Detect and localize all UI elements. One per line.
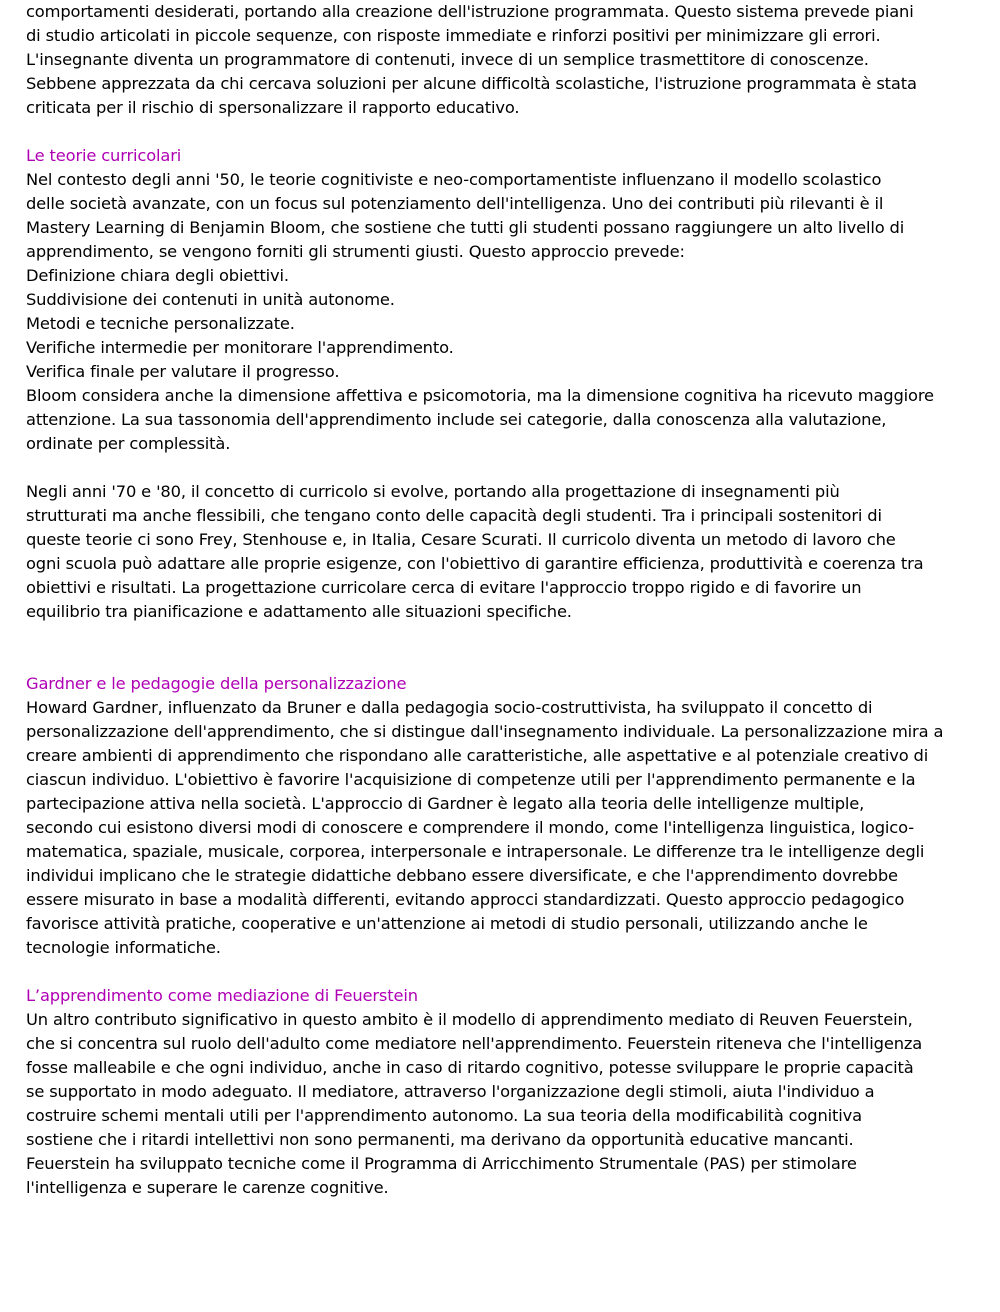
text-line: ciascun individuo. L'obiettivo è favorire l'acquisizione di competenze utili per l'apprendimento permanente e la <box>26 770 916 789</box>
list-item: Verifiche intermedie per monitorare l'apprendimento. <box>26 338 454 357</box>
text-line: che si concentra sul ruolo dell'adulto come mediatore nell'apprendimento. Feuerstein riteneva che l'intelligenza <box>26 1034 923 1053</box>
text-line: Feuerstein ha sviluppato tecniche come il Programma di Arricchimento Strumentale (PAS) per stimolare <box>26 1154 857 1173</box>
section-heading-teorie-curricolari: Le teorie curricolari <box>26 146 182 165</box>
text-line: tecnologie informatiche. <box>26 938 221 957</box>
mastery-learning-list <box>26 264 982 384</box>
text-line: queste teorie ci sono Frey, Stenhouse e, in Italia, Cesare Scurati. Il curricolo diventa un metodo di lavoro che <box>26 530 896 549</box>
section1-paragraph-3 <box>26 480 982 624</box>
intro-paragraph <box>26 0 982 120</box>
text-line: L'insegnante diventa un programmatore di contenuti, invece di un semplice trasmettitore di conoscenze. <box>26 50 869 69</box>
section-heading-gardner: Gardner e le pedagogie della personalizzazione <box>26 674 407 693</box>
section1-paragraph-2 <box>26 384 982 456</box>
section2-paragraph-1 <box>26 696 982 960</box>
text-line: apprendimento, se vengono forniti gli strumenti giusti. Questo approccio prevede: <box>26 242 685 261</box>
text-line: fosse malleabile e che ogni individuo, anche in caso di ritardo cognitivo, potesse sviluppare le proprie capacità <box>26 1058 914 1077</box>
section3-paragraph-1 <box>26 1008 982 1200</box>
spacer <box>26 120 982 144</box>
spacer <box>26 456 982 480</box>
list-item: Definizione chiara degli obiettivi. <box>26 266 289 285</box>
text-line: equilibrio tra pianificazione e adattamento alle situazioni specifiche. <box>26 602 572 621</box>
text-line: sostiene che i ritardi intellettivi non sono permanenti, ma derivano da opportunità educative mancanti. <box>26 1130 854 1149</box>
list-item: Metodi e tecniche personalizzate. <box>26 314 295 333</box>
text-line: essere misurato in base a modalità differenti, evitando approcci standardizzati. Questo approccio pedagogico <box>26 890 905 909</box>
list-item: Suddivisione dei contenuti in unità autonome. <box>26 290 395 309</box>
text-line: ogni scuola può adattare alle proprie esigenze, con l'obiettivo di garantire efficienza, produttività e coerenza tra <box>26 554 924 573</box>
spacer <box>26 960 982 984</box>
text-line: partecipazione attiva nella società. L'approccio di Gardner è legato alla teoria delle intelligenze multiple, <box>26 794 865 813</box>
text-line: Mastery Learning di Benjamin Bloom, che sostiene che tutti gli studenti possano raggiungere un alto livello di <box>26 218 905 237</box>
text-line: Sebbene apprezzata da chi cercava soluzioni per alcune difficoltà scolastiche, l'istruzione programmata è stata <box>26 74 917 93</box>
text-line: creare ambienti di apprendimento che rispondano alle caratteristiche, alle aspettative e al potenziale creativo di <box>26 746 929 765</box>
text-line: Bloom considera anche la dimensione affettiva e psicomotoria, ma la dimensione cognitiva ha ricevuto maggiore <box>26 386 934 405</box>
section-heading-feuerstein: L’apprendimento come mediazione di Feuerstein <box>26 986 418 1005</box>
text-line: costruire schemi mentali utili per l'apprendimento autonomo. La sua teoria della modificabilità cognitiva <box>26 1106 862 1125</box>
section1-paragraph-1 <box>26 168 982 264</box>
text-line: secondo cui esistono diversi modi di conoscere e comprendere il mondo, come l'intelligenza linguistica, logico- <box>26 818 914 837</box>
text-line: delle società avanzate, con un focus sul potenziamento dell'intelligenza. Uno dei contributi più rilevanti è il <box>26 194 884 213</box>
spacer <box>26 624 982 672</box>
text-line: ordinate per complessità. <box>26 434 231 453</box>
text-line: di studio articolati in piccole sequenze, con risposte immediate e rinforzi positivi per minimizzare gli errori. <box>26 26 881 45</box>
text-line: Un altro contributo significativo in questo ambito è il modello di apprendimento mediato di Reuven Feuerstein, <box>26 1010 913 1029</box>
text-line: obiettivi e risultati. La progettazione curricolare cerca di evitare l'approccio troppo rigido e di favorire un <box>26 578 862 597</box>
text-line: attenzione. La sua tassonomia dell'apprendimento include sei categorie, dalla conoscenza alla valutazione, <box>26 410 887 429</box>
text-line: strutturati ma anche flessibili, che tengano conto delle capacità degli studenti. Tra i principali sostenitori di <box>26 506 882 525</box>
text-line: Nel contesto degli anni '50, le teorie cognitiviste e neo-comportamentiste influenzano il modello scolastico <box>26 170 882 189</box>
text-line: se supportato in modo adeguato. Il mediatore, attraverso l'organizzazione degli stimoli, aiuta l'individuo a <box>26 1082 875 1101</box>
text-line: Negli anni '70 e '80, il concetto di curricolo si evolve, portando alla progettazione di insegnamenti più <box>26 482 840 501</box>
text-line: matematica, spaziale, musicale, corporea, interpersonale e intrapersonale. Le differenze tra le intelligenze degli <box>26 842 925 861</box>
text-line: l'intelligenza e superare le carenze cognitive. <box>26 1178 389 1197</box>
text-line: criticata per il rischio di spersonalizzare il rapporto educativo. <box>26 98 520 117</box>
list-item: Verifica finale per valutare il progresso. <box>26 362 340 381</box>
text-line: individui implicano che le strategie didattiche debbano essere diversificate, e che l'apprendimento dovrebbe <box>26 866 898 885</box>
document-page <box>26 0 982 1200</box>
text-line: personalizzazione dell'apprendimento, che si distingue dall'insegnamento individuale. La personalizzazione mira a <box>26 722 944 741</box>
text-line: Howard Gardner, influenzato da Bruner e dalla pedagogia socio-costruttivista, ha sviluppato il concetto di <box>26 698 873 717</box>
text-line: comportamenti desiderati, portando alla creazione dell'istruzione programmata. Questo sistema prevede piani <box>26 2 914 21</box>
text-line: favorisce attività pratiche, cooperative e un'attenzione ai metodi di studio personali, utilizzando anche le <box>26 914 868 933</box>
